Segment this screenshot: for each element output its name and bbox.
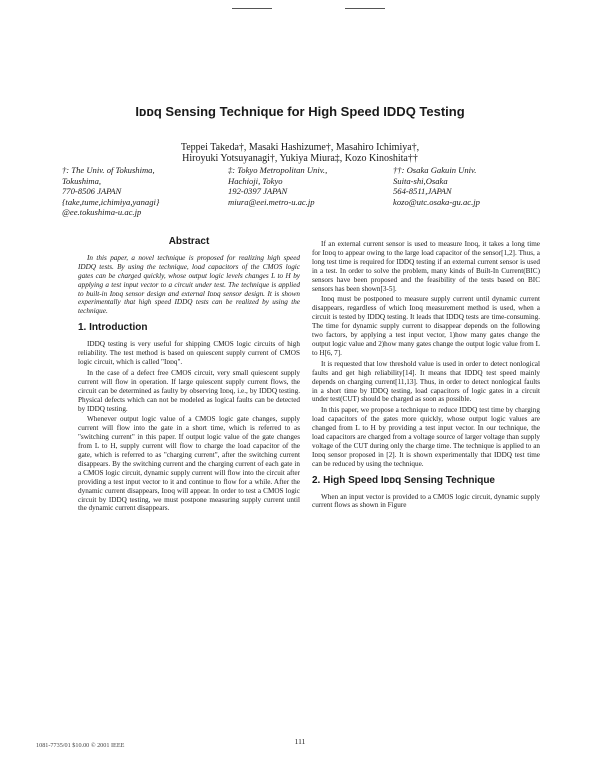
- authors-line-1: Teppei Takeda†, Masaki Hashizume†, Masahiro Ichimiya†,: [180, 142, 420, 153]
- affiliation-1-email: {take,tume,ichimiya,yanagi}: [62, 196, 160, 207]
- section-1-heading: 1. Introduction: [78, 322, 148, 334]
- top-rule-right: [345, 8, 385, 9]
- affiliation-2-email: miura@eei.metro-u.ac.jp: [228, 196, 315, 207]
- right-paragraph-3: It is requested that low threshold value is used in order to detect nonlogical faults and get high reliability[14]. It means that IDDQ test speed mainly depends on charging current[11,13]. Thus, in order to detect nonlogical faults in a short time by IDDQ testing, load capacitors of logic gates in a circuit under test(CUT) should be charged as soon as possible.: [312, 359, 540, 404]
- copyright-footer: 1081-7735/01 $10.00 © 2001 IEEE: [36, 742, 125, 749]
- affiliation-3-city: Suita-shi,Osaka: [393, 175, 448, 186]
- affiliation-1-zip: 770-8506 JAPAN: [62, 186, 122, 197]
- affiliation-1-city: Tokushima,: [62, 175, 102, 186]
- authors-line-2: Hiroyuki Yotsuyanagi†, Yukiya Miura‡, Kozo Kinoshita††: [182, 153, 418, 164]
- affiliation-3-zip: 564-8511,JAPAN: [393, 186, 452, 197]
- intro-paragraph-1: IDDQ testing is very useful for shipping CMOS logic circuits of high reliability. The test method is based on quiescent supply current of CMOS logic circuit, which is called "Iᴅᴅq".: [78, 340, 300, 366]
- page-number: 111: [294, 737, 306, 746]
- affiliation-2-city: Hachioji, Tokyo: [228, 175, 283, 186]
- affiliation-2-name: ‡: Tokyo Metropolitan Univ.,: [228, 165, 328, 175]
- affiliation-3-email: kozo@utc.osaka-gu.ac.jp: [393, 196, 480, 207]
- right-paragraph-2: Iᴅᴅq must be postponed to measure supply current until dynamic current disappears, regardless of which Iᴅᴅq measurement method is used, when a circuit is tested by IDDQ testing. It leads that IDDQ tests are time-consuming. The time for dynamic supply current to disappear depends on the following two factors, by applying a test input vector, 1)how many gates change the output logic value and 2)how many gates change the output logic value from L to H[6, 7].: [312, 295, 540, 357]
- affiliation-1-email-domain: @ee.tokushima-u.ac.jp: [62, 207, 142, 218]
- paper-title: Iᴅᴅq Sensing Technique for High Speed IDDQ Testing: [135, 104, 465, 119]
- affiliation-2: [228, 165, 327, 207]
- left-column: [78, 238, 300, 515]
- affiliation-1: [62, 165, 159, 218]
- right-column: [312, 240, 540, 512]
- affiliation-3: [393, 165, 480, 207]
- affiliation-1-name: †: The Univ. of Tokushima,: [62, 165, 155, 175]
- intro-paragraph-3: Whenever output logic value of a CMOS logic gate changes, supply current will flow into the gate in a short time, which is referred to as "switching current" in this paper. If output logic value of the gate changes from L to H, supply current will flow to charge the load capacitor of the gate, which is referred to as "charging current", after the switching current disappears. By the switching current and the charging current of each gate in a CMOS logic circuit, dynamic supply current will flow into the circuit after providing a test input vector to it and continue to flow for a while. After the dynamic current disappears, Iᴅᴅq will appear. In order to test a CMOS logic circuit by IDDQ testing, we must postpone measuring supply current until the dynamic current disappears.: [78, 415, 300, 513]
- intro-paragraph-2: In the case of a defect free CMOS circuit, very small quiescent supply current will flow in operation. If large quiescent supply current flows, the circuit can be determined as faulty by observing Iᴅᴅq, i.e., by IDDQ testing. Physical defects which can not be modeled as logical faults can be detected by IDDQ testing.: [78, 368, 300, 413]
- right-paragraph-4: In this paper, we propose a technique to reduce IDDQ test time by charging load capacitors of the gates more quickly, whose output logic values are changed from L to H by providing a test input vector. In our technique, the load capacitors are charged from a voltage source of larger voltage than supply voltage of the CUT during only the charge time. The technique is applied to an Iᴅᴅq sensor proposed in [2]. It is shown experimentally that IDDQ test time can be reduced by using the technique.: [312, 406, 540, 468]
- affiliation-2-zip: 192-0397 JAPAN: [228, 186, 288, 197]
- top-rule-left: [232, 8, 272, 9]
- right-paragraph-5: When an input vector is provided to a CMOS logic circuit, dynamic supply current flows as shown in Figure: [312, 492, 540, 510]
- right-paragraph-1: If an external current sensor is used to measure Iᴅᴅq, it takes a long time for Iᴅᴅq to appear owing to the large load capacitor of the sensor[1,2]. Thus, a long test time is required for IDDQ testing if an external current sensor is used in a test. In order to solve the problem, many kinds of Built-In Current(BIC) sensors have been proposed and the feasibility of the tests based on BIC sensors has been shown[3-5].: [312, 240, 540, 293]
- abstract-heading: Abstract: [168, 236, 210, 247]
- affiliation-3-name: ††: Osaka Gakuin Univ.: [393, 165, 477, 175]
- section-2-heading: 2. High Speed Iᴅᴅq Sensing Technique: [312, 474, 495, 486]
- abstract-text: In this paper, a novel technique is proposed for realizing high speed IDDQ tests. By using the technique, load capacitors of the CMOS logic gates can be charged quickly, whose output logic levels changes L to H by applying a test input vector to a circuit under test. The technique is applied to built-in Iᴅᴅq sensor design and external Iᴅᴅq sensor design. It is shown experimentally that high speed IDDQ tests can be realized by using the technique.: [78, 253, 300, 316]
